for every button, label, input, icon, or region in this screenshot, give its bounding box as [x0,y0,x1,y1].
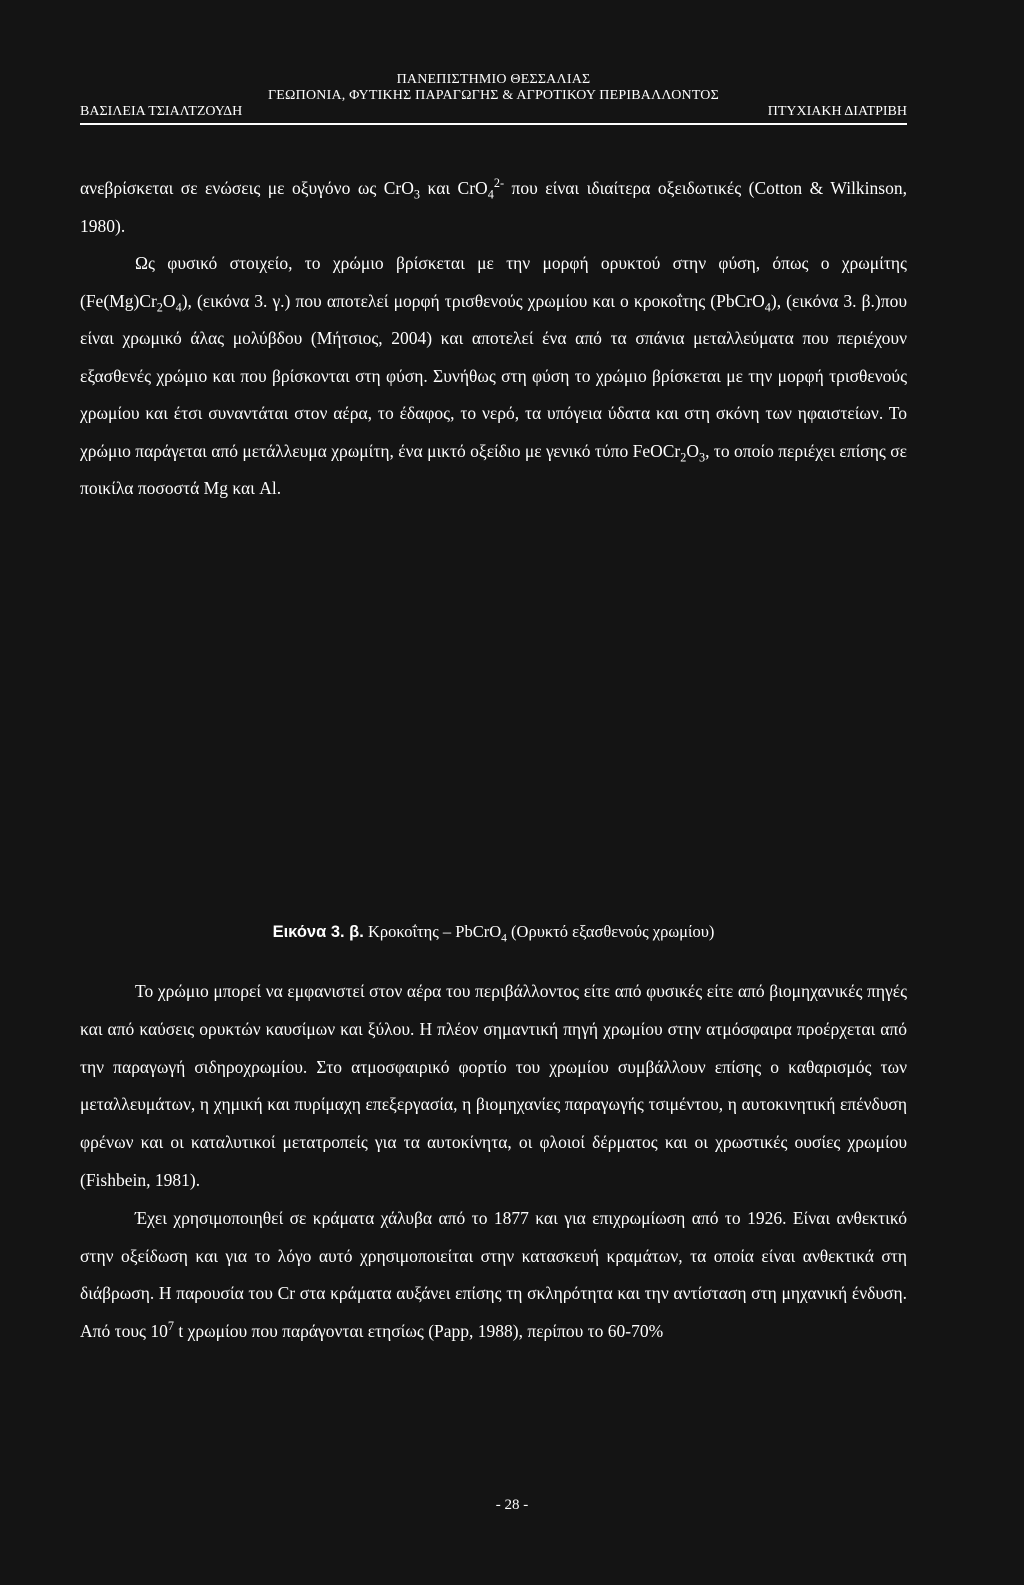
header-rule [80,123,907,125]
paragraph-4: Έχει χρησιμοποιηθεί σε κράματα χάλυβα από το 1877 και για επιχρωμίωση από το 1926. Είναι ανθεκτικό στην οξείδωση και για το λόγο αυτό χρησιμοποιείται στην κατασκευή κραμάτων, τα οποία είναι ανθεκτικά στη διάβρωση. Η παρουσία του Cr στα κράματα αυξάνει επίσης τη σκληρότητα και την αντίσταση στη μηχανική ένδυση. Από τους $10^7$ t χρωμίου που παράγονται ετησίως (Papp, 1988), περίπου το 60-70% [80,1207,907,1342]
paragraph-3: Το χρώμιο μπορεί να εμφανιστεί στον αέρα του περιβάλλοντος είτε από φυσικές είτε από βιομηχανικές πηγές και από καύσεις ορυκτών καυσίμων και ξύλου. Η πλέον σημαντική πηγή χρωμίου στην ατμόσφαιρα προέρχεται από την παραγωγή σιδηροχρωμίου. Στο ατμοσφαιρικό φορτίο του χρωμίου συμβάλλουν επίσης ο καθαρισμός των μεταλλευμάτων, η χημική και πυρίμαχη επεξεργασία, η βιομηχανίες παραγωγής τσιμέντου, η αυτοκινητική επένδυση φρένων και οι καταλυτικοί μετατροπείς για τα αυτοκίνητα, οι φλοιοί δέρματος και οι χρωστικές ουσίες χρωμίου (Fishbein, 1981). [80,981,907,1190]
university-name: ΠΑΝΕΠΙΣΤΗΜΙΟ ΘΕΣΣΑΛΙΑΣ [396,72,591,87]
page-header [80,72,907,125]
header-row [80,104,907,120]
caption-label: Εικόνα 3. β. [272,923,364,941]
figure-caption: Εικόνα 3. β. Κροκοΐτης – PbCrO$_4$ (Ορυκτό εξασθενούς χρωμίου) [272,922,715,945]
body-bottom [80,973,907,1351]
paragraph-2: Ως φυσικό στοιχείο, το χρώμιο βρίσκεται με την μορφή ορυκτού στην φύση, όπως ο χρωμίτης $(Fe(Mg)Cr_2O_4)$, (εικόνα 3. γ.) που αποτελεί μορφή τρισθενούς χρωμίου και ο κροκοΐτης (PbCrO$_4$), (εικόνα 3. β.)που είναι χρωμικό άλας μολύβδου (Μήτσιος, 2004) και αποτελεί ένα από τα σπάνια μεταλλεύματα που περιέχουν εξασθενές χρώμιο και που βρίσκονται στη φύση. Συνήθως στη φύση το χρώμιο βρίσκεται με την μορφή τρισθενούς χρωμίου και έτσι συναντάται στον αέρα, το έδαφος, το νερό, τα υπόγεια ύδατα και στη σκόνη των ηφαιστείων. Το χρώμιο παράγεται από μετάλλευμα χρωμίτη, ένα μικτό οξείδιο με γενικό τύπο $FeOCr_2O_3$, το οποίο περιέχει επίσης σε ποικίλα ποσοστά Mg και Al. [80,253,907,498]
body-top [80,170,907,508]
department-name: ΓΕΩΠΟΝΙΑ, ΦΥΤΙΚΗΣ ΠΑΡΑΓΩΓΗΣ & ΑΓΡΟΤΙΚΟΥ ΠΕΡΙΒΑΛΛΟΝΤΟΣ [268,88,719,103]
page-number: - 28 - [495,1497,529,1513]
paragraph-1: ανεβρίσκεται σε ενώσεις με οξυγόνο ως CrO$_3$ και CrO$_4^{2-}$ που είναι ιδιαίτερα οξειδωτικές (Cotton & Wilkinson, 1980). [80,176,907,236]
author-name: ΒΑΣΙΛΕΙΑ ΤΣΙΑΛΤΖΟΥΔΗ [80,104,243,119]
figure-image-area [150,600,870,890]
document-type: ΠΤΥΧΙΑΚΗ ΔΙΑΤΡΙΒΗ [767,104,907,119]
